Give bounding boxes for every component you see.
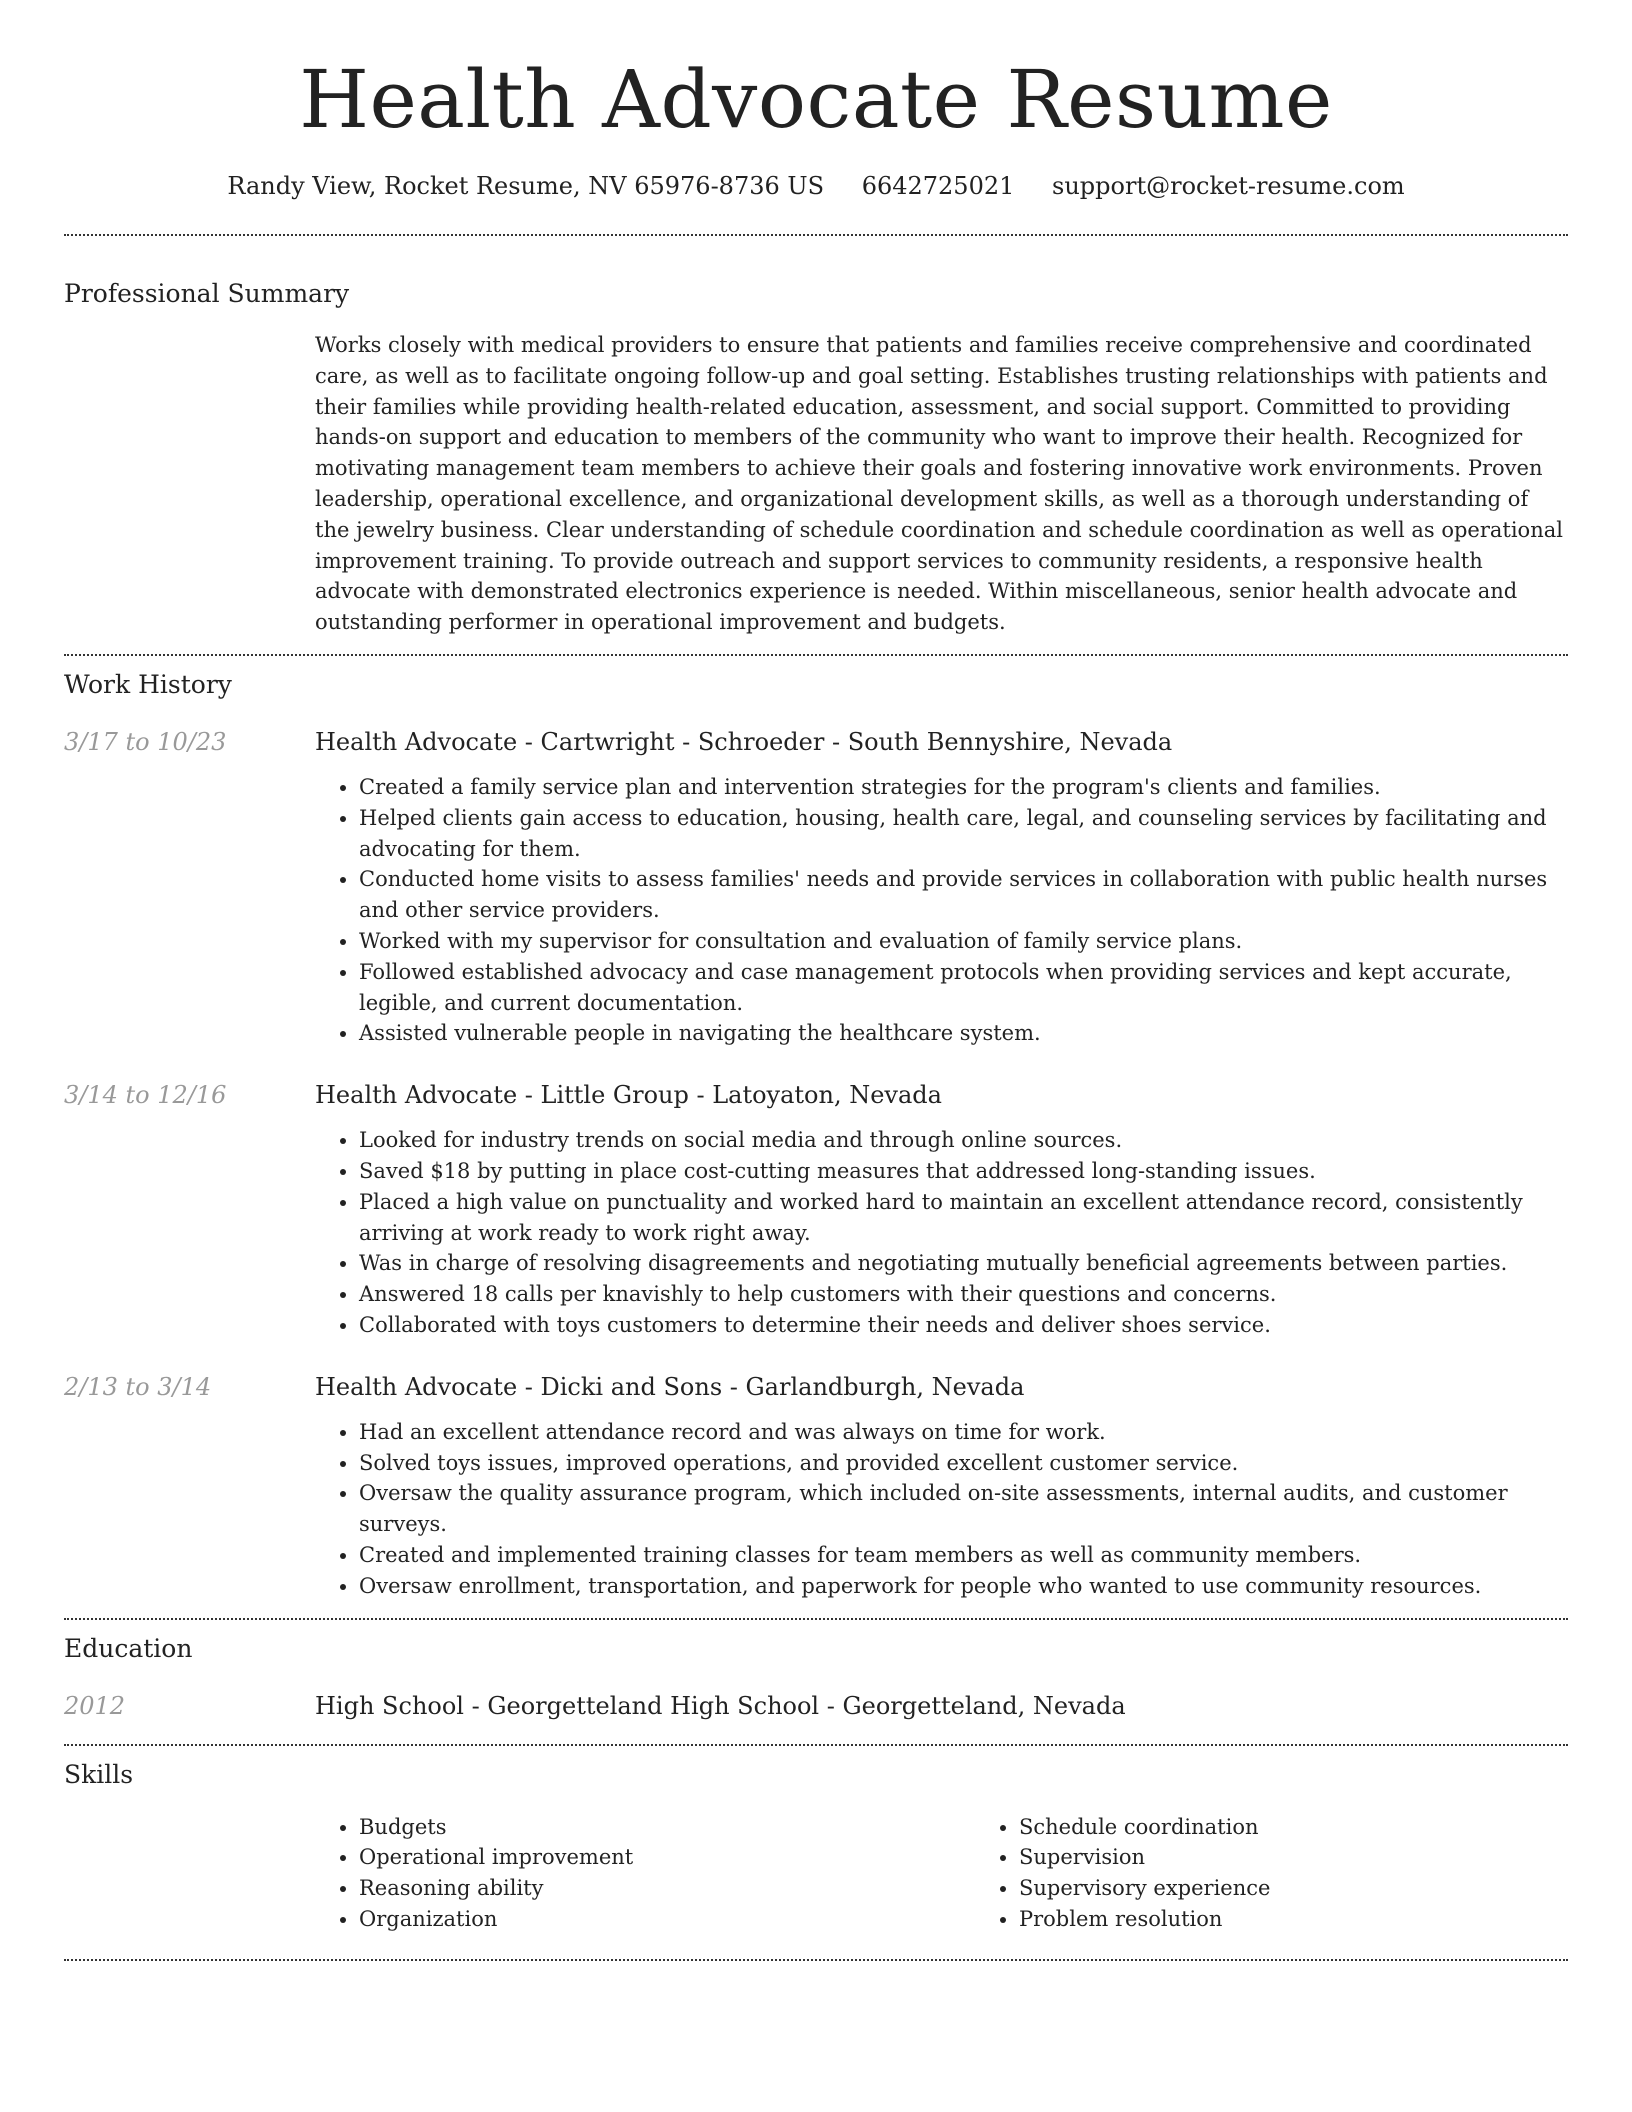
- contact-line: [64, 170, 1568, 202]
- skill-item: • Organization: [359, 1904, 975, 1935]
- job-bullets: [315, 772, 1568, 1049]
- job-bullets: [315, 1417, 1568, 1602]
- list-item: • Saved $18 by putting in place cost-cutting measures that addressed long-standing issues.: [359, 1156, 1568, 1187]
- skill-item: • Supervisory experience: [1019, 1873, 1632, 1904]
- job-dates: 3/17 to 10/23: [64, 727, 227, 756]
- job-dates: 3/14 to 12/16: [64, 1081, 227, 1110]
- list-item: • Created a family service plan and intervention strategies for the program's clients and families.: [359, 772, 1568, 803]
- skills-section: [64, 1746, 1568, 1935]
- divider: [64, 1959, 1568, 1961]
- section-heading-skills: Skills: [64, 1759, 134, 1789]
- list-item: • Was in charge of resolving disagreements and negotiating mutually beneficial agreements between parties.: [359, 1248, 1568, 1279]
- list-item: • Assisted vulnerable people in navigating the healthcare system.: [359, 1018, 1568, 1049]
- list-item: • Helped clients gain access to education, housing, health care, legal, and counseling services by facilitating and advocating for them.: [359, 803, 1568, 865]
- education-section: [64, 1620, 1568, 1722]
- skill-item: • Reasoning ability: [359, 1873, 975, 1904]
- list-item: • Looked for industry trends on social media and through online sources.: [359, 1125, 1568, 1156]
- skill-item: • Budgets: [359, 1812, 975, 1843]
- skills-list-left: [315, 1812, 975, 1935]
- contact-email: support@rocket-resume.com: [1052, 172, 1405, 200]
- education-year: 2012: [64, 1691, 126, 1720]
- section-heading-education: Education: [64, 1633, 193, 1663]
- list-item: • Placed a high value on punctuality and worked hard to maintain an excellent attendance record, consistently arriving at work ready to work right away.: [359, 1187, 1568, 1249]
- summary-spacer: [64, 330, 315, 638]
- list-item: • Worked with my supervisor for consultation and evaluation of family service plans.: [359, 926, 1568, 957]
- list-item: • Had an excellent attendance record and was always on time for work.: [359, 1417, 1568, 1448]
- job-title: Health Advocate - Cartwright - Schroeder - South Bennyshire, Nevada: [315, 727, 1173, 756]
- list-item: • Solved toys issues, improved operations, and provided excellent customer service.: [359, 1448, 1568, 1479]
- education-entry: [64, 1690, 1568, 1722]
- skills-spacer: [64, 1812, 315, 1935]
- contact-address: Randy View, Rocket Resume, NV 65976-8736 US: [227, 172, 825, 200]
- section-heading-summary: Professional Summary: [64, 279, 350, 308]
- job-title: Health Advocate - Little Group - Latoyaton, Nevada: [315, 1081, 942, 1110]
- education-title: High School - Georgetteland High School - Georgetteland, Nevada: [315, 1691, 1126, 1720]
- list-item: • Followed established advocacy and case management protocols when providing services and kept accurate, legible, and current documentation.: [359, 957, 1568, 1019]
- skill-item: • Supervision: [1019, 1842, 1632, 1873]
- job-entry: [64, 1079, 1568, 1341]
- summary-section: [64, 236, 1568, 638]
- skills-list-right: [975, 1812, 1632, 1935]
- list-item: • Oversaw enrollment, transportation, and paperwork for people who wanted to use community resources.: [359, 1571, 1568, 1602]
- skill-item: • Schedule coordination: [1019, 1812, 1632, 1843]
- section-heading-work-history: Work History: [64, 669, 232, 699]
- summary-text: Works closely with medical providers to ensure that patients and families receive comprehensive and coordinated care, as well as to facilitate ongoing follow-up and goal setting. Establishes trusting relationships with patients and their families while providing health-related education, assessment, and social support. Committed to providing hands-on support and education to members of the community who want to improve their health. Recognized for motivating management team members to achieve their goals and fostering innovative work environments. Proven leadership, operational excellence, and organizational development skills, as well as a thorough understanding of the jewelry business. Clear understanding of schedule coordination and schedule coordination as well as operational improvement training. To provide outreach and support services to community residents, a responsive health advocate with demonstrated electronics experience is needed. Within miscellaneous, senior health advocate and outstanding performer in operational improvement and budgets.: [315, 333, 1563, 635]
- list-item: • Created and implemented training classes for team members as well as community members.: [359, 1540, 1568, 1571]
- contact-phone: 6642725021: [861, 172, 1015, 200]
- resume-title: Health Advocate Resume: [299, 53, 1333, 146]
- list-item: • Answered 18 calls per knavishly to help customers with their questions and concerns.: [359, 1279, 1568, 1310]
- skill-item: • Problem resolution: [1019, 1904, 1632, 1935]
- job-entry: [64, 1371, 1568, 1602]
- job-dates: 2/13 to 3/14: [64, 1372, 212, 1401]
- list-item: • Oversaw the quality assurance program, which included on-site assessments, internal audits, and customer surveys.: [359, 1478, 1568, 1540]
- job-bullets: [315, 1125, 1568, 1341]
- job-entry: [64, 726, 1568, 1049]
- list-item: • Collaborated with toys customers to determine their needs and deliver shoes service.: [359, 1310, 1568, 1341]
- list-item: • Conducted home visits to assess families' needs and provide services in collaboration with public health nurses and other service providers.: [359, 864, 1568, 926]
- skill-item: • Operational improvement: [359, 1842, 975, 1873]
- job-title: Health Advocate - Dicki and Sons - Garlandburgh, Nevada: [315, 1372, 1025, 1401]
- work-history-section: [64, 656, 1568, 1602]
